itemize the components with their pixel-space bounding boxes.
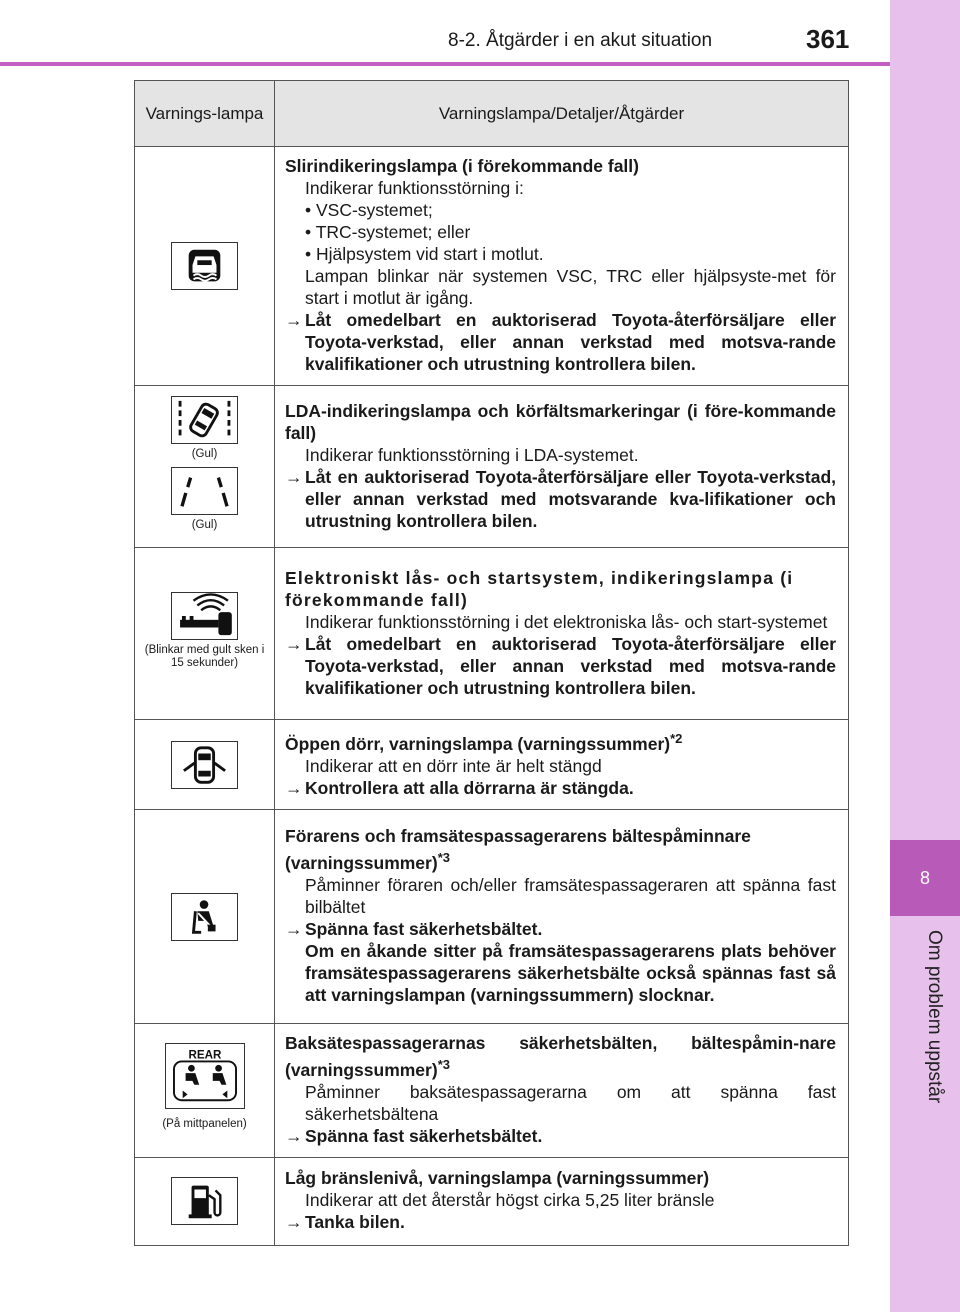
arrow-icon: →	[285, 466, 303, 487]
icon-cell	[135, 147, 275, 386]
fuel-pump-icon	[171, 1177, 238, 1225]
icon-cell	[135, 1024, 275, 1158]
table-row	[135, 1157, 849, 1245]
table-row	[135, 386, 849, 548]
column-header-lamp: Varnings-lampa	[135, 81, 275, 147]
row-title: Elektroniskt lås- och startsystem, indikeringslampa (i förekommande fall)	[285, 567, 794, 610]
row-action: → Låt en auktoriserad Toyota-återförsäljare eller Toyota-verkstad, eller annan verkstad med motsvarande kva-lifikationer och utrustning kontrollera bilen.	[285, 466, 836, 531]
footnote-ref: *3	[437, 850, 450, 866]
arrow-icon: →	[285, 633, 303, 654]
footnote-ref: *3	[437, 1057, 450, 1072]
table-row	[135, 147, 849, 386]
row-intro: Indikerar att det återstår högst cirka 5,25 liter bränsle	[305, 1190, 715, 1211]
row-intro: Indikerar funktionsstörning i LDA-systemet.	[305, 444, 639, 465]
lda-indicator-icon	[171, 396, 238, 444]
table-row	[135, 548, 849, 720]
slip-indicator-icon	[171, 242, 238, 290]
description-cell	[275, 548, 849, 720]
arrow-icon: →	[285, 777, 303, 798]
smart-key-icon	[171, 592, 238, 640]
list-item: • TRC-systemet; eller	[305, 222, 471, 242]
row-intro: Indikerar funktionsstörning i:	[305, 178, 524, 198]
arrow-icon: →	[285, 1125, 303, 1146]
icon-caption: (Blinkar med gult sken i 15 sekunder)	[144, 643, 265, 669]
header-divider	[0, 62, 890, 66]
list-item: • Hjälpsystem vid start i motlut.	[305, 244, 544, 264]
icon-cell	[135, 720, 275, 810]
arrow-icon: →	[285, 918, 303, 939]
row-intro: Påminner baksätespassagerarna om att spänna fast säkerhetsbältena	[305, 1081, 836, 1124]
icon-cell	[135, 1157, 275, 1245]
arrow-icon: →	[285, 1212, 303, 1233]
table-header-row	[135, 81, 849, 147]
row-title: Låg bränslenivå, varningslampa (varningssummer)	[285, 1168, 710, 1189]
rear-icon-label: REAR	[188, 1048, 221, 1062]
lane-marker-icon	[171, 467, 238, 515]
row-action: → Tanka bilen.	[285, 1212, 405, 1233]
description-cell	[275, 810, 849, 1024]
row-title: Öppen dörr, varningslampa (varningssummer)$^{*2}$	[285, 731, 683, 754]
icon-caption: (Gul)	[191, 518, 218, 531]
icon-caption: (Gul)	[191, 447, 218, 460]
description-cell	[275, 386, 849, 548]
row-title: LDA-indikeringslampa och körfältsmarkeringar (i före-kommande fall)	[285, 400, 836, 443]
row-action: → Låt omedelbart en auktoriserad Toyota-återförsäljare eller Toyota-verkstad, eller annan verkstad med motsva-rande kvalifikationer och utrustning kontrollera bilen.	[285, 310, 836, 374]
table-row	[135, 810, 849, 1024]
table-row	[135, 720, 849, 810]
seatbelt-icon	[171, 893, 238, 941]
row-action: → Spänna fast säkerhetsbältet.	[285, 918, 543, 939]
arrow-icon: →	[285, 310, 303, 330]
list-item: • VSC-systemet;	[305, 200, 433, 220]
row-title: Slirindikeringslampa (i förekommande fall)	[285, 156, 639, 176]
description-cell	[275, 1024, 849, 1158]
warning-light-table	[134, 80, 849, 1246]
rear-seatbelt-icon	[165, 1043, 245, 1109]
description-cell	[275, 1157, 849, 1245]
row-title: Baksätespassagerarnas säkerhetsbälten, bältespåmin-nare (varningssummer)$^{*3}$	[285, 1033, 836, 1080]
row-title: Förarens och framsätespassagerarens bältespåminnare (varningssummer)$^{*3}$	[285, 826, 751, 873]
chapter-title: Om problem uppstår	[924, 930, 945, 1104]
description-cell	[275, 720, 849, 810]
icon-caption: (På mittpanelen)	[162, 1118, 247, 1131]
row-intro: Indikerar funktionsstörning i det elektroniska lås- och start-systemet	[305, 611, 828, 632]
row-action: → Spänna fast säkerhetsbältet.	[285, 1125, 543, 1146]
row-action-note: Om en åkande sitter på framsätespassagerarens plats behöver framsätespassagerarens säkerhetsbälte också spännas fast så att varningslampan (varningssummern) slocknar.	[305, 940, 836, 1005]
row-note: Lampan blinkar när systemen VSC, TRC eller hjälpsyste-met för start i motlut är igång.	[305, 266, 836, 308]
row-intro: Indikerar att en dörr inte är helt stängd	[305, 755, 602, 776]
description-cell	[275, 147, 849, 386]
page-number: 361	[806, 24, 850, 54]
row-action: → Kontrollera att alla dörrarna är stängda.	[285, 777, 634, 798]
section-title: 8-2. Åtgärder i en akut situation	[448, 30, 713, 51]
row-action: → Låt omedelbart en auktoriserad Toyota-återförsäljare eller Toyota-verkstad, eller annan verkstad med motsva-rande kvalifikationer och utrustning kontrollera bilen.	[285, 633, 836, 698]
table-row	[135, 1024, 849, 1158]
open-door-icon	[171, 741, 238, 789]
icon-cell	[135, 810, 275, 1024]
row-intro: Påminner föraren och/eller framsätespassageraren att spänna fast bilbältet	[305, 874, 836, 917]
column-header-details: Varningslampa/Detaljer/Åtgärder	[275, 81, 849, 147]
chapter-number: 8	[890, 840, 960, 916]
icon-cell	[135, 548, 275, 720]
footnote-ref: *2	[670, 731, 683, 747]
icon-cell	[135, 386, 275, 548]
